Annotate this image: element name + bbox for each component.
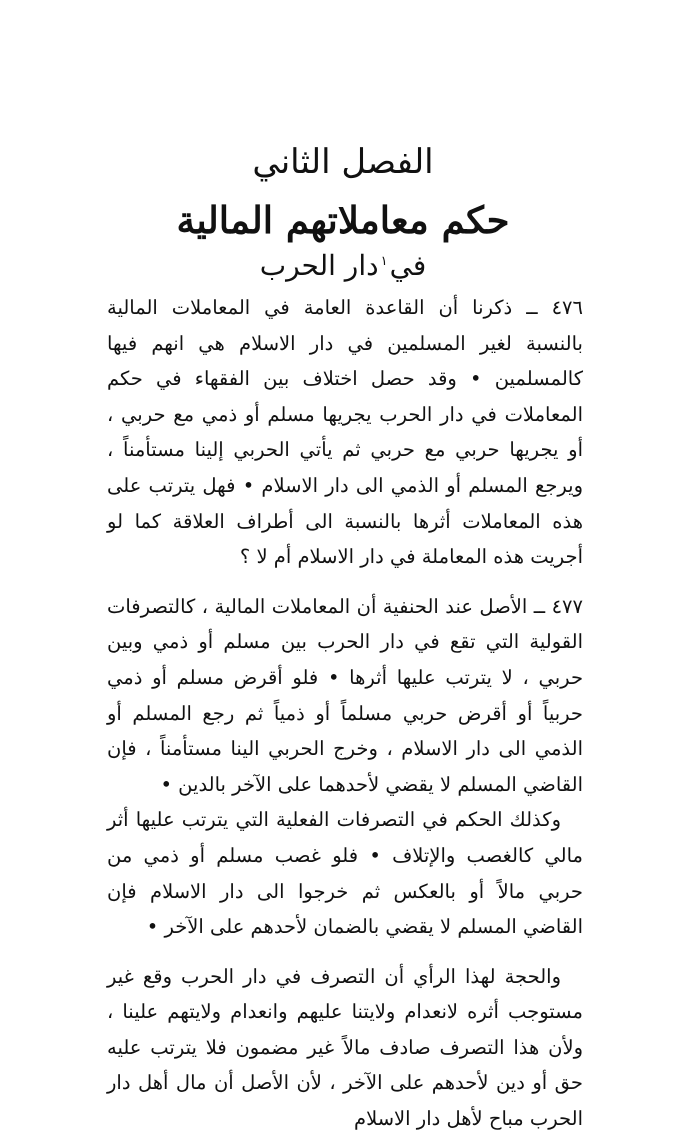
- paragraph-477: ٤٧٧ ــ الأصل عند الحنفية أن المعاملات المالية ، كالتصرفات القولية التي تقع في دار الحرب بين مسلم أو ذمي وبين حربي ، لا يترتب عليها أثرها • فلو أقرض مسلم أو ذمي حربياً أو أقرض حربي مسلماً أو ذمياً ثم رجع المسلم أو الذمي الى دار الاسلام ، وخرج الحربي الينا مستأمناً ، فإن القاضي المسلم لا يقضي لأحدهما على الآخر بالدين •: [107, 594, 583, 796]
- paragraph-476: ٤٧٦ ــ ذكرنا أن القاعدة العامة في المعاملات المالية بالنسبة لغير المسلمين في دار الاسلام هي انهم فيها كالمسلمين • وقد حصل اختلاف بين الفقهاء في حكم المعاملات في دار الحرب يجريها مسلم أو ذمي مع حربي ، أو يجريها حربي مع حربي ثم يأتي الحربي إلينا مستأمناً ، ويرجع المسلم أو الذمي الى دار الاسلام • فهل يترتب على هذه المعاملات أثرها بالنسبة الى أطراف العلاقة كما لو أجريت هذه المعاملة في دار الاسلام أم لا ؟: [107, 296, 583, 569]
- paragraph-argument: والحجة لهذا الرأي أن التصرف في دار الحرب وقع غير مستوجب أثره لانعدام ولايتنا عليهم وانعدام ولايتهم علينا ، ولأن هذا التصرف صادف مالاً غير مضمون فلا يترتب عليه حق أو دين لأحدهم على الآخر ، لأن الأصل أن مال أهل دار الحرب مباح لأهل دار الاسلام: [107, 964, 583, 1131]
- section-subheading: [0, 249, 686, 283]
- footnote-marker: ١: [380, 253, 388, 269]
- chapter-title: الفصل الثاني: [252, 142, 434, 182]
- subheading-suffix: دار الحرب: [259, 249, 379, 282]
- paragraph-actions: وكذلك الحكم في التصرفات الفعلية التي يترتب عليها أثر مالي كالغصب والإتلاف • فلو غصب مسلم أو ذمي من حربي مالاً أو بالعكس ثم خرجوا الى دار الاسلام فإن القاضي المسلم لا يقضي بالضمان لأحدهم على الآخر •: [107, 808, 583, 939]
- subheading-prefix: في: [389, 249, 427, 282]
- section-heading: حكم معاملاتهم المالية: [176, 198, 510, 242]
- body-text: [107, 290, 583, 1137]
